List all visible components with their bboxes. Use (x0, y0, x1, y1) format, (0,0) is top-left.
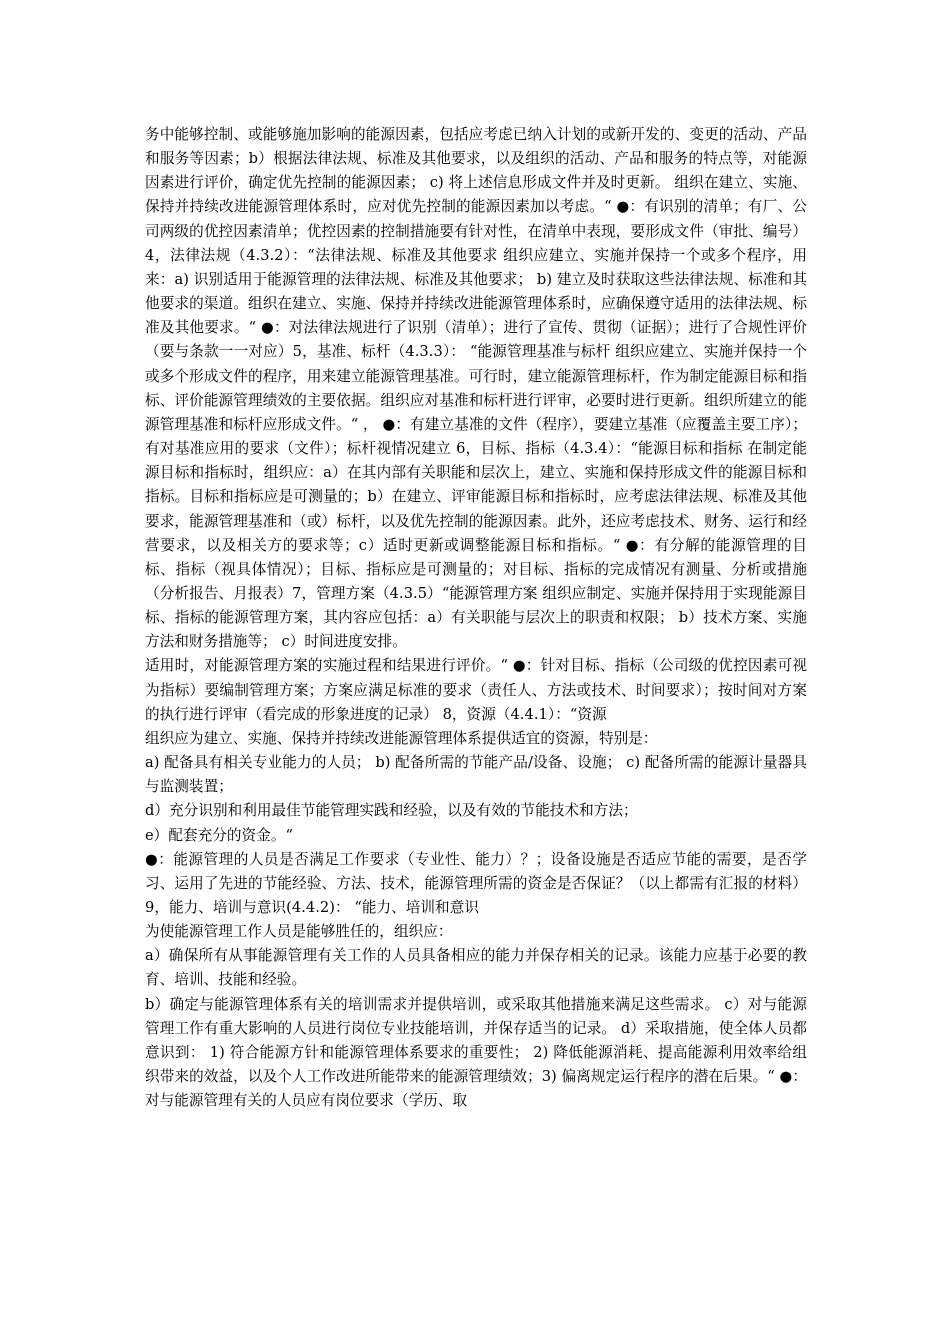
paragraph: e）配套充分的资金。“ (145, 826, 293, 844)
paragraph: a) 配备具有相关专业能力的人员； b) 配备所需的节能产品/设备、设施； c) 配备所需的能源计量器具与监测装置； (145, 754, 807, 796)
paragraph: a）确保所有从事能源管理有关工作的人员具备相应的能力并保存相关的记录。该能力应基于必要的教育、培训、技能和经验。 (145, 947, 807, 989)
paragraph: ●：能源管理的人员是否满足工作要求（专业性、能力）？；设备设施是否适应节能的需要，是否学习、运用了先进的节能经验、方法、技术，能源管理所需的资金是否保证？（以上都需有汇报的材料） 9，能力、培训与意识(4.4.2)： “能力、培训和意识 (145, 850, 807, 916)
paragraph: 组织应为建立、实施、保持并持续改进能源管理体系提供适宜的资源，特别是： (145, 729, 658, 747)
paragraph: 为使能源管理工作人员是能够胜任的，组织应： (145, 923, 453, 941)
paragraph: 务中能够控制、或能够施加影响的能源因素，包括应考虑已纳入计划的或新开发的、变更的活动、产品和服务等因素；b）根据法律法规、标准及其他要求，以及组织的活动、产品和服务的特点等，对能源因素进行评价，确定优先控制的能源因素； c) 将上述信息形成文件并及时更新。 组织在建立、实施、保持并持续改进能源管理体系时，应对优先控制的能源因素加以考虑。“ ●：有识别的清单；有厂、公司两级的优控因素清单；优控因素的控制措施要有针对性，在清单中表现，要形成文件（审批、编号）4，法律法规（4.3.2）：“法律法规、标准及其他要求 组织应建立、实施并保持一个或多个程序，用来：a) 识别适用于能源管理的法律法规、标准及其他要求； b) 建立及时获取这些法律法规、标准和其他要求的渠道。组织在建立、实施、保持并持续改进能源管理体系时，应确保遵守适用的法律法规、标准及其他要求。“ ●：对法律法规进行了识别（清单）；进行了宣传、贯彻（证据）；进行了合规性评价（要与条款一一对应）5，基准、标杆（4.3.3）： “能源管理基准与标杆 组织应建立、实施并保持一个或多个形成文件的程序，用来建立能源管理基准。可行时，建立能源管理标杆，作为制定能源目标和指标、评价能源管理绩效的主要依据。组织应对基准和标杆进行评审，必要时进行更新。组织所建立的能源管理基准和标杆应形成文件。“ ， ●：有建立基准的文件（程序），要建立基准（应覆盖主要工序）；有对基准应用的要求（文件）；标杆视情况建立 6，目标、指标（4.3.4）：“能源目标和指标 在制定能源目标和指标时，组织应：a）在其内部有关职能和层次上，建立、实施和保持形成文件的能源目标和指标。目标和指标应是可测量的；b）在建立、评审能源目标和指标时，应考虑法律法规、标准及其他要求，能源管理基准和（或）标杆，以及优先控制的能源因素。此外，还应考虑技术、财务、运行和经营要求，以及相关方的要求等；c）适时更新或调整能源目标和指标。“ ●：有分解的能源管理的目标、指标（视具体情况）；目标、指标应是可测量的；对目标、指标的完成情况有测量、分析或措施（分析报告、月报表）7，管理方案（4.3.5）“能源管理方案 组织应制定、实施并保持用于实现能源目标、指标的能源管理方案，其内容应包括：a）有关职能与层次上的职责和权限； b）技术方案、实施方法和财务措施等； c）时间进度安排。 (145, 126, 807, 651)
paragraph: d）充分识别和利用最佳节能管理实践和经验，以及有效的节能技术和方法； (145, 802, 638, 820)
document-body (145, 123, 807, 1113)
paragraph: b）确定与能源管理体系有关的培训需求并提供培训，或采取其他措施来满足这些需求。 c）对与能源管理工作有重大影响的人员进行岗位专业技能培训，并保存适当的记录。 d）采取措施，使全体人员都意识到： 1) 符合能源方针和能源管理体系要求的重要性； 2) 降低能源消耗、提高能源利用效率给组织带来的效益，以及个人工作改进所能带来的能源管理绩效；3) 偏离规定运行程序的潜在后果。“ ●：对与能源管理有关的人员应有岗位要求（学历、取 (145, 995, 807, 1110)
paragraph: 适用时，对能源管理方案的实施过程和结果进行评价。“ ●：针对目标、指标（公司级的优控因素可视为指标）要编制管理方案；方案应满足标准的要求（责任人、方法或技术、时间要求）；按时间对方案的执行进行评审（看完成的形象进度的记录） 8，资源（4.4.1）：“资源 (145, 657, 807, 723)
